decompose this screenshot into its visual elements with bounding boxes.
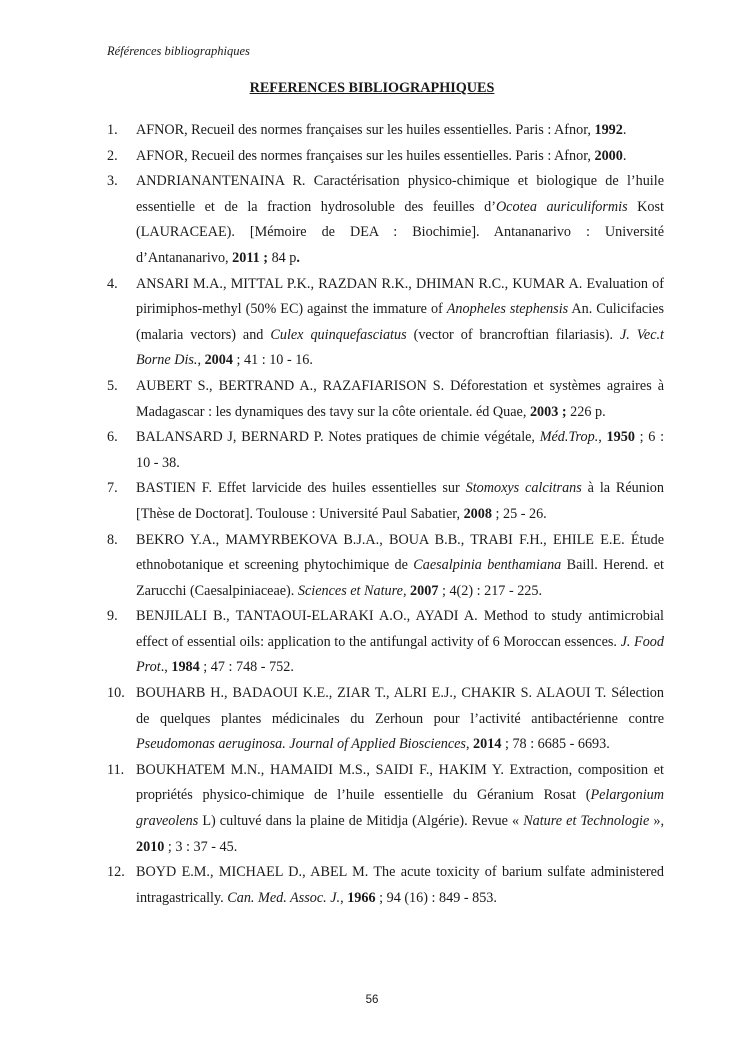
reference-entry [107, 476, 664, 527]
reference-text: BOUHARB H., BADAOUI K.E., ZIAR T., ALRI E.J., CHAKIR S. ALAOUI T. Sélection de quelques plantes médicinales du Zerhoun pour l’activité antibactérienne contre [136, 685, 664, 727]
reference-entry [107, 169, 664, 271]
reference-text: An. Culicifacies (malaria vectors) and [136, 301, 664, 343]
reference-italic-text: Culex quinquefasciatus [270, 326, 407, 343]
reference-number: 11. [107, 761, 125, 778]
reference-text: ANSARI M.A., MITTAL P.K., RAZDAN R.K., DHIMAN R.C., KUMAR A. Evaluation of pirimiphos-methyl (50% EC) against the immature of [136, 275, 664, 318]
reference-number: 6. [107, 429, 118, 446]
reference-text: BALANSARD J, BERNARD P. Notes pratiques de chimie végétale, [136, 429, 540, 446]
reference-year: 2014 [473, 736, 502, 753]
reference-text: BOYD E.M., MICHAEL D., ABEL M. The acute toxicity of barium sulfate administered intragastrically. [136, 864, 664, 906]
reference-number: 7. [107, 480, 118, 497]
reference-entry [107, 425, 664, 476]
reference-italic-text: Pseudomonas aeruginosa. Journal of Applied Biosciences [136, 736, 466, 753]
reference-italic-text: Pelargonium graveolens [136, 787, 664, 830]
reference-text: ; 6 : 10 - 38. [136, 429, 665, 471]
reference-year: 1984 [171, 659, 200, 676]
reference-italic-text: Stomoxys calcitrans [465, 480, 582, 497]
page-number: 56 [365, 994, 379, 1006]
reference-year: 2004 [204, 352, 233, 369]
reference-year: 1966 [347, 889, 376, 906]
reference-number: 9. [107, 608, 118, 625]
reference-year: 2011 ; [232, 249, 269, 266]
reference-italic-text: Anopheles stephensis [446, 301, 569, 318]
reference-year: . [296, 249, 300, 266]
reference-text: ., [160, 659, 172, 676]
reference-text: ; 25 - 26. [491, 505, 547, 522]
reference-text: à la Réunion [Thèse de Doctorat]. Toulouse : Université Paul Sabatier, [136, 480, 664, 522]
reference-number: 2. [107, 147, 118, 164]
reference-entry [107, 374, 664, 425]
reference-text: BENJILALI B., TANTAOUI-ELARAKI A.O., AYADI A. Method to study antimicrobial effect of essential oils: application to the antifungal activity of 6 Moroccan essences. [136, 608, 664, 650]
reference-text: L) cultuvé dans la plaine de Mitidja (Algérie). Revue « [198, 813, 524, 830]
reference-text: , [340, 889, 348, 906]
reference-text: Kost (LAURACEAE). [Mémoire de DEA : Biochimie]. Antananarivo : Université d’Antananarivo, [136, 198, 664, 266]
reference-entry [107, 758, 664, 860]
reference-number: 4. [107, 275, 118, 292]
reference-number: 8. [107, 531, 118, 548]
reference-text: BOUKHATEM M.N., HAMAIDI M.S., SAIDI F., HAKIM Y. Extraction, composition et propriétés physico-chimique de l’huile essentielle du Géranium Rosat ( [136, 761, 664, 804]
reference-italic-text: J. Food Prot [136, 633, 664, 676]
reference-list [107, 118, 664, 911]
reference-text: . [622, 147, 627, 164]
reference-entry [107, 118, 664, 144]
reference-year: 2007 [410, 582, 439, 599]
reference-italic-text: Sciences et Nature [297, 582, 403, 599]
reference-number: 5. [107, 377, 118, 394]
reference-entry [107, 272, 664, 374]
reference-text: . [622, 122, 627, 138]
reference-number: 1. [107, 122, 118, 138]
reference-italic-text: Méd.Trop., [539, 429, 602, 446]
reference-entry [107, 681, 664, 758]
reference-text: , [402, 582, 411, 599]
reference-year: 1950 [606, 429, 635, 446]
reference-year: 2003 ; [529, 403, 567, 420]
reference-text: 84 p [268, 249, 297, 266]
reference-text: ; 47 : 748 - 752. [199, 659, 294, 676]
reference-italic-text: Nature et Technologie [523, 813, 650, 830]
reference-number: 12. [107, 864, 125, 881]
reference-text: ; 3 : 37 - 45. [164, 838, 238, 855]
reference-entry [107, 144, 664, 170]
reference-text: ANDRIANANTENAINA R. Caractérisation physico-chimique et biologique de l’huile essentielle et de la fraction hydrosoluble des feuilles d’ [136, 173, 664, 215]
reference-text: Baill. Herend. et Zarucchi (Caesalpiniaceae). [136, 557, 664, 599]
reference-text: ; 4(2) : 217 - 225. [438, 582, 543, 599]
reference-text: 226 p. [566, 403, 606, 420]
reference-italic-text: Ocotea auriculiformis [495, 198, 628, 215]
running-header: Références bibliographiques [107, 44, 250, 58]
reference-entry [107, 860, 664, 911]
reference-italic-text: Caesalpinia benthamiana [413, 557, 562, 574]
reference-text: , [465, 736, 474, 753]
reference-text: ; 78 : 6685 - 6693. [501, 736, 610, 753]
reference-italic-text: J. Vec.t Borne Dis. [136, 326, 664, 369]
reference-entry [107, 528, 664, 605]
reference-text: AUBERT S., BERTRAND A., RAZAFIARISON S. Déforestation et systèmes agraires à Madagascar : les dynamiques des tavy sur la côte orientale. éd Quae, [136, 377, 664, 420]
reference-text: BASTIEN F. Effet larvicide des huiles essentielles sur [136, 480, 466, 497]
reference-text: , [197, 352, 205, 369]
reference-entry [107, 604, 664, 681]
reference-text: ; 94 (16) : 849 - 853. [375, 889, 497, 906]
reference-text: (vector of brancroftian filariasis). [406, 326, 620, 343]
reference-text: AFNOR, Recueil des normes françaises sur les huiles essentielles. Paris : Afnor, [136, 147, 595, 164]
reference-text: ; 41 : 10 - 16. [232, 352, 313, 369]
reference-text: », [649, 813, 665, 830]
reference-year: 2008 [463, 505, 492, 522]
reference-text: BEKRO Y.A., MAMYRBEKOVA B.J.A., BOUA B.B., TRABI F.H., EHILE E.E. Étude ethnobotanique et screening phytochimique de [136, 531, 664, 574]
reference-text: AFNOR, Recueil des normes françaises sur les huiles essentielles. Paris : Afnor, [136, 122, 595, 138]
reference-year: 1992 [594, 122, 623, 138]
page-title-text: REFERENCES BIBLIOGRAPHIQUES [249, 80, 495, 96]
reference-italic-text: Can. Med. Assoc. J. [227, 889, 341, 906]
page-title [0, 80, 744, 97]
reference-number: 3. [107, 173, 118, 190]
reference-number: 10. [107, 685, 125, 702]
reference-year: 2000 [594, 147, 623, 164]
reference-year: 2010 [136, 838, 165, 855]
